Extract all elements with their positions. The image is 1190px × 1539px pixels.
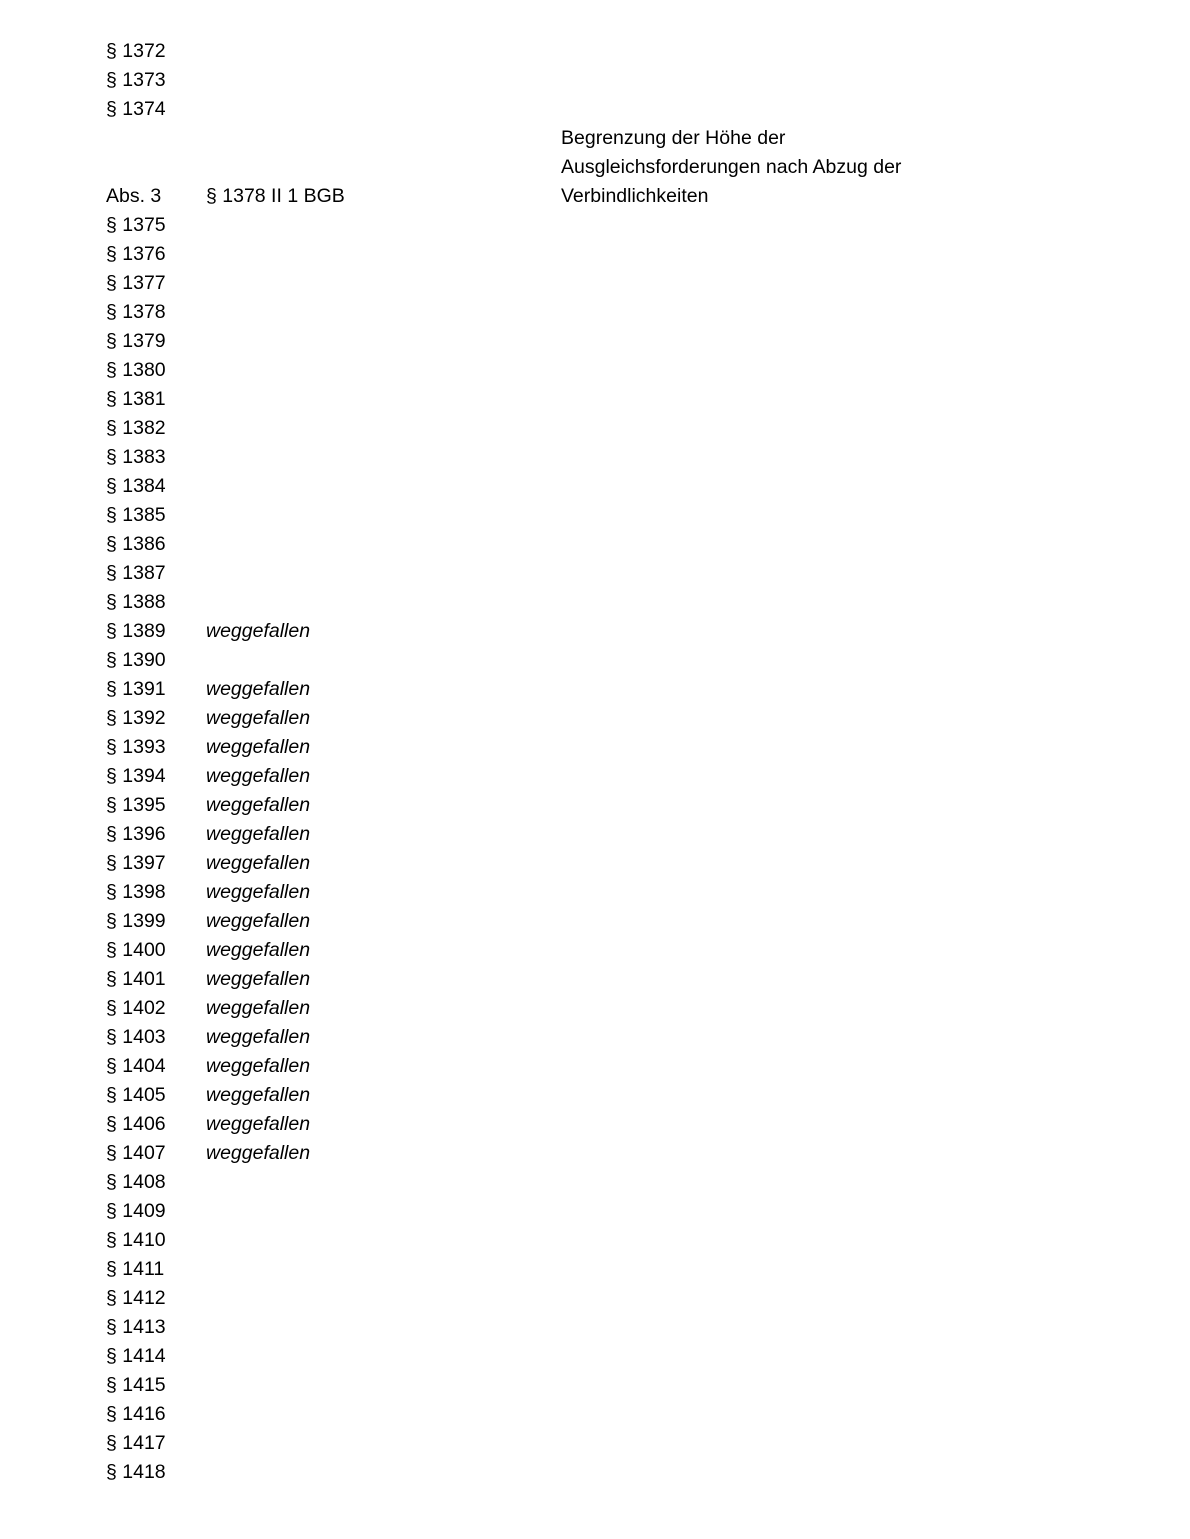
table-row xyxy=(0,1371,1190,1400)
status-text: weggefallen xyxy=(206,765,311,787)
section-number: § 1415 xyxy=(106,1374,166,1396)
table-row xyxy=(0,1458,1190,1487)
section-number: § 1406 xyxy=(106,1113,166,1135)
section-number: § 1386 xyxy=(106,533,166,555)
table-row xyxy=(0,1400,1190,1429)
status-text: weggefallen xyxy=(206,910,311,932)
table-row xyxy=(0,1110,1190,1139)
table-row xyxy=(0,617,1190,646)
note-line: Verbindlichkeiten xyxy=(561,185,709,207)
section-number: § 1418 xyxy=(106,1461,166,1483)
table-row xyxy=(0,588,1190,617)
status-text: weggefallen xyxy=(206,707,311,729)
table-row xyxy=(0,95,1190,124)
table-row xyxy=(0,472,1190,501)
status-text: weggefallen xyxy=(206,1084,311,1106)
section-number: § 1384 xyxy=(106,475,166,497)
table-row xyxy=(0,269,1190,298)
section-number: § 1394 xyxy=(106,765,166,787)
table-row xyxy=(0,1081,1190,1110)
status-text: weggefallen xyxy=(206,1026,311,1048)
section-number: § 1393 xyxy=(106,736,166,758)
section-number: § 1374 xyxy=(106,98,166,120)
table-row xyxy=(0,1197,1190,1226)
section-number: § 1395 xyxy=(106,794,166,816)
section-number: § 1392 xyxy=(106,707,166,729)
status-text: weggefallen xyxy=(206,1113,311,1135)
table-row xyxy=(0,443,1190,472)
table-row xyxy=(0,211,1190,240)
section-number: § 1379 xyxy=(106,330,166,352)
section-number: § 1390 xyxy=(106,649,166,671)
section-number: § 1372 xyxy=(106,40,166,62)
status-text: weggefallen xyxy=(206,881,311,903)
table-row xyxy=(0,385,1190,414)
status-text: weggefallen xyxy=(206,736,311,758)
section-number: § 1387 xyxy=(106,562,166,584)
note-line: Begrenzung der Höhe der xyxy=(561,127,786,149)
table-row xyxy=(0,1429,1190,1458)
note-line: Ausgleichsforderungen nach Abzug der xyxy=(561,156,902,178)
status-text: weggefallen xyxy=(206,997,311,1019)
section-number: § 1380 xyxy=(106,359,166,381)
section-number: § 1381 xyxy=(106,388,166,410)
section-number: § 1407 xyxy=(106,1142,166,1164)
section-number: § 1375 xyxy=(106,214,166,236)
section-number: § 1396 xyxy=(106,823,166,845)
table-row xyxy=(0,1226,1190,1255)
status-text: weggefallen xyxy=(206,968,311,990)
status-text: weggefallen xyxy=(206,1055,311,1077)
table-row xyxy=(0,327,1190,356)
status-text: weggefallen xyxy=(206,794,311,816)
table-row xyxy=(0,1139,1190,1168)
table-row xyxy=(0,66,1190,95)
section-number: § 1397 xyxy=(106,852,166,874)
table-row xyxy=(0,298,1190,327)
table-row xyxy=(0,675,1190,704)
status-text: weggefallen xyxy=(206,823,311,845)
table-row xyxy=(0,994,1190,1023)
table-row xyxy=(0,1342,1190,1371)
table-row xyxy=(0,878,1190,907)
section-number: § 1413 xyxy=(106,1316,166,1338)
section-number: § 1403 xyxy=(106,1026,166,1048)
section-number: § 1409 xyxy=(106,1200,166,1222)
table-row xyxy=(0,820,1190,849)
table-row xyxy=(0,762,1190,791)
table-row xyxy=(0,704,1190,733)
section-number: § 1401 xyxy=(106,968,166,990)
table-row xyxy=(0,530,1190,559)
note-text-block xyxy=(561,124,981,211)
table-row xyxy=(0,733,1190,762)
table-row xyxy=(0,356,1190,385)
status-text: weggefallen xyxy=(206,620,311,642)
reference-text: § 1378 II 1 BGB xyxy=(206,185,345,207)
table-row xyxy=(0,1284,1190,1313)
table-row xyxy=(0,1255,1190,1284)
table-row xyxy=(0,791,1190,820)
section-number: Abs. 3 xyxy=(106,185,162,207)
section-number: § 1411 xyxy=(106,1258,165,1280)
table-row xyxy=(0,1052,1190,1081)
table-row xyxy=(0,965,1190,994)
table-row xyxy=(0,1168,1190,1197)
table-row xyxy=(0,240,1190,269)
status-text: weggefallen xyxy=(206,939,311,961)
section-number: § 1376 xyxy=(106,243,166,265)
section-number: § 1378 xyxy=(106,301,166,323)
section-number: § 1398 xyxy=(106,881,166,903)
section-number: § 1377 xyxy=(106,272,166,294)
section-number: § 1389 xyxy=(106,620,166,642)
section-number: § 1416 xyxy=(106,1403,166,1425)
table-row xyxy=(0,849,1190,878)
status-text: weggefallen xyxy=(206,678,311,700)
section-number: § 1408 xyxy=(106,1171,166,1193)
section-number: § 1399 xyxy=(106,910,166,932)
table-row xyxy=(0,936,1190,965)
section-number: § 1410 xyxy=(106,1229,166,1251)
table-row xyxy=(0,414,1190,443)
table-row xyxy=(0,559,1190,588)
section-number: § 1412 xyxy=(106,1287,166,1309)
section-number: § 1417 xyxy=(106,1432,166,1454)
section-number: § 1402 xyxy=(106,997,166,1019)
section-number: § 1383 xyxy=(106,446,166,468)
status-text: weggefallen xyxy=(206,852,311,874)
table-row xyxy=(0,1313,1190,1342)
section-number: § 1405 xyxy=(106,1084,166,1106)
table-row xyxy=(0,501,1190,530)
section-number: § 1382 xyxy=(106,417,166,439)
table-row xyxy=(0,37,1190,66)
section-number: § 1391 xyxy=(106,678,166,700)
section-number: § 1388 xyxy=(106,591,166,613)
section-number: § 1373 xyxy=(106,69,166,91)
section-number: § 1385 xyxy=(106,504,166,526)
section-number: § 1400 xyxy=(106,939,166,961)
section-number: § 1404 xyxy=(106,1055,166,1077)
status-text: weggefallen xyxy=(206,1142,311,1164)
section-number: § 1414 xyxy=(106,1345,166,1367)
table-row xyxy=(0,907,1190,936)
table-row xyxy=(0,1023,1190,1052)
table-row xyxy=(0,646,1190,675)
